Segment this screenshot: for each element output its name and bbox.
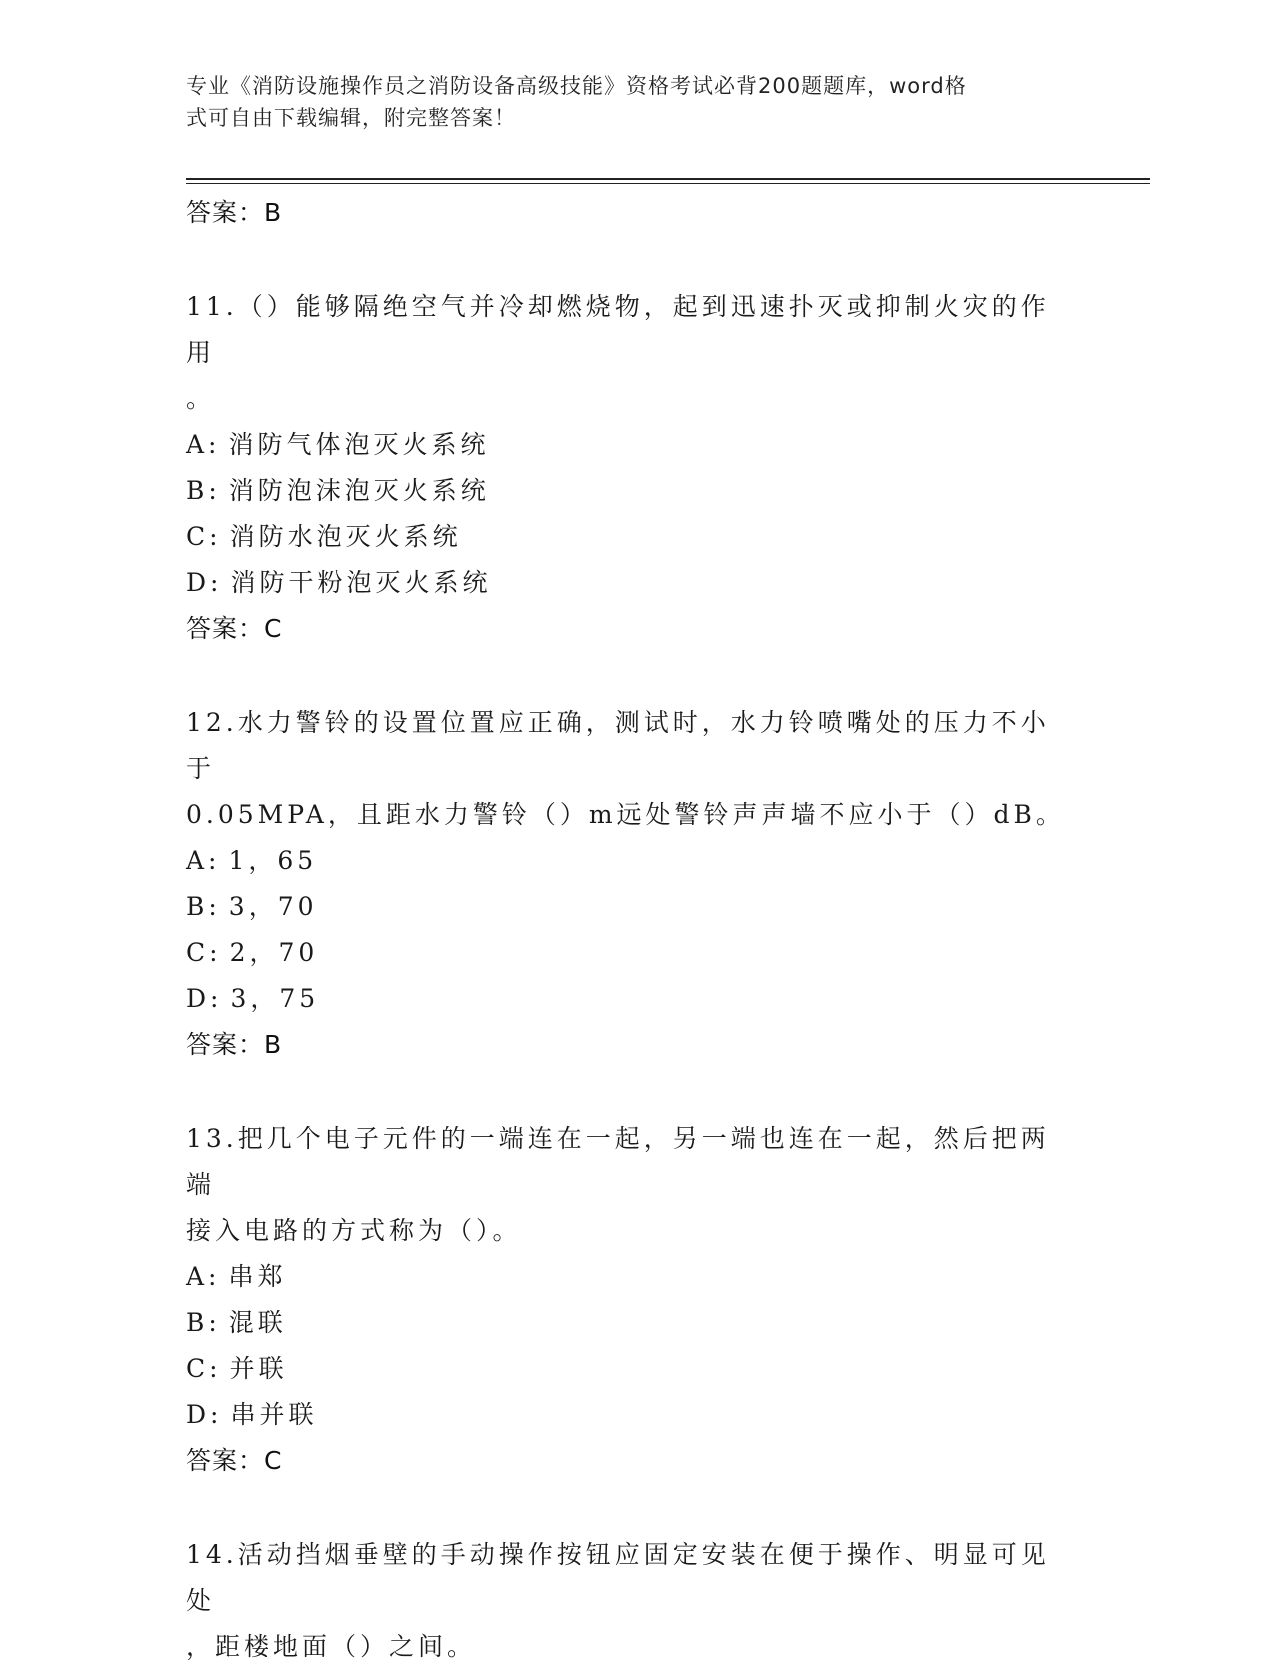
question-stem	[186, 1116, 1066, 1254]
option-item	[186, 1346, 1076, 1392]
option-text: 混联	[228, 1308, 287, 1337]
option-text: 1，65	[228, 846, 318, 875]
option-key: D:	[186, 984, 223, 1013]
answer-line	[186, 606, 1076, 652]
header-line-2: 式可自由下载编辑，附完整答案！	[186, 106, 516, 130]
option-text: 2，70	[229, 938, 319, 967]
question-block	[186, 1532, 1076, 1670]
question-block	[186, 700, 1076, 1068]
option-text: 并联	[229, 1354, 288, 1383]
option-text: 消防泡沫泡灭火系统	[228, 476, 490, 505]
answer-value: B	[264, 1030, 283, 1059]
option-item	[186, 976, 1076, 1022]
option-text: 串并联	[230, 1400, 318, 1429]
option-item	[186, 930, 1076, 976]
option-item	[186, 884, 1076, 930]
option-key: B:	[186, 892, 221, 921]
question-stem	[186, 700, 1066, 838]
option-key: A:	[186, 430, 221, 459]
question-list	[186, 190, 1076, 1670]
header-line-1: 专业《消防设施操作员之消防设备高级技能》资格考试必背200题题库，word格	[186, 74, 967, 98]
answer-label: 答案：	[186, 614, 265, 643]
spacer	[186, 1484, 1076, 1532]
option-item	[186, 1300, 1076, 1346]
question-stem-line: 14.活动挡烟垂壁的手动操作按钮应固定安装在便于操作、明显可见处	[186, 1540, 1050, 1615]
question-stem-line: 11.（）能够隔绝空气并冷却燃烧物，起到迅速扑灭或抑制火灾的作用	[186, 292, 1050, 367]
question-stem-line: 13.把几个电子元件的一端连在一起，另一端也连在一起，然后把两端	[186, 1124, 1050, 1199]
option-item	[186, 422, 1076, 468]
option-text: 消防干粉泡灭火系统	[230, 568, 492, 597]
option-key: C:	[186, 522, 222, 551]
answer-value: B	[264, 198, 283, 227]
spacer	[186, 236, 1076, 284]
option-key: A:	[186, 846, 221, 875]
option-text: 3，70	[228, 892, 318, 921]
option-key: D:	[186, 568, 223, 597]
question-stem-line: ，距楼地面（）之间。	[186, 1632, 477, 1661]
question-stem	[186, 1532, 1066, 1670]
option-key: B:	[186, 1308, 221, 1337]
option-text: 消防气体泡灭火系统	[228, 430, 490, 459]
spacer	[186, 652, 1076, 700]
option-item	[186, 468, 1076, 514]
question-block	[186, 1116, 1076, 1484]
answer-line	[186, 1438, 1076, 1484]
question-stem-line: 。	[186, 384, 216, 413]
option-key: B:	[186, 476, 221, 505]
option-text: 3，75	[230, 984, 320, 1013]
option-item	[186, 514, 1076, 560]
option-item	[186, 560, 1076, 606]
answer-line	[186, 1022, 1076, 1068]
option-key: D:	[186, 1400, 223, 1429]
spacer	[186, 1068, 1076, 1116]
question-stem-line: 接入电路的方式称为（）。	[186, 1216, 522, 1245]
document-header	[186, 70, 1066, 134]
answer-line	[186, 190, 1076, 236]
header-divider-thin	[186, 183, 1150, 184]
option-key: C:	[186, 1354, 222, 1383]
question-stem-line: 0.05MPA，且距水力警铃（）m远处警铃声声墙不应小于（）dB。	[186, 800, 1065, 829]
answer-value: C	[264, 614, 283, 643]
answer-label: 答案：	[186, 198, 265, 227]
question-stem	[186, 284, 1066, 422]
header-divider-thick	[186, 178, 1150, 180]
answer-label: 答案：	[186, 1446, 265, 1475]
answer-label: 答案：	[186, 1030, 265, 1059]
option-text: 消防水泡灭火系统	[229, 522, 462, 551]
option-key: C:	[186, 938, 222, 967]
answer-value: C	[264, 1446, 283, 1475]
option-text: 串郑	[228, 1262, 287, 1291]
option-item	[186, 838, 1076, 884]
question-stem-line: 12.水力警铃的设置位置应正确，测试时，水力铃喷嘴处的压力不小于	[186, 708, 1050, 783]
option-key: A:	[186, 1262, 221, 1291]
option-item	[186, 1392, 1076, 1438]
question-block	[186, 284, 1076, 652]
option-item	[186, 1254, 1076, 1300]
